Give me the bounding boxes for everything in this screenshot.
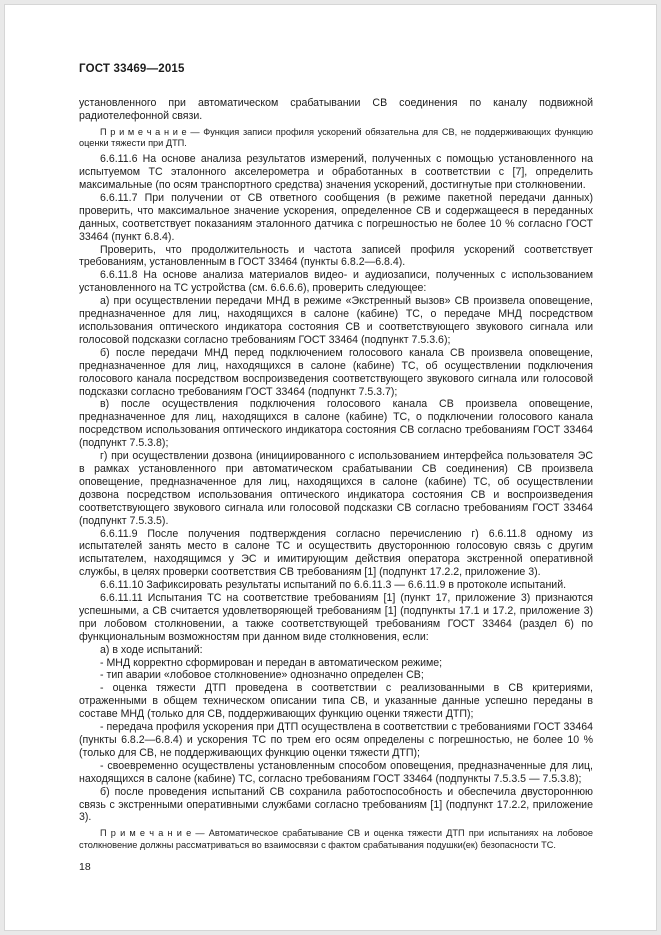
dash-list-item: - оценка тяжести ДТП проведена в соответствии с реализованными в СВ критериями, отраженными в общем техническом описании типа СВ, и указанные данные успешно переданы в составе МНД (только для СВ, поддерживающих функцию оценки тяжести ДТП); (79, 682, 593, 721)
paragraph: 6.6.11.11 Испытания ТС на соответствие требованиям [1] (пункт 17, приложение 3) признаются успешными, а СВ считается удовлетворяющей требованиям [1] (подпункты 17.1 и 17.2, приложение 3) при лобовом столкновении, а также соответствующей требованиям ГОСТ 33464 (раздел 6) по функциональным возможностям при данном виде столкновения, если: (79, 592, 593, 643)
dash-list-item: - передача профиля ускорения при ДТП осуществлена в соответствии с требованиями ГОСТ 33464 (пункты 6.8.2—6.8.4) и ускорения ТС по трем его осям определены с погрешностью, не более 10 % (только для СВ, не поддерживающих функцию оценки тяжести ДТП); (79, 721, 593, 759)
paragraph: Проверить, что продолжительность и частота записей профиля ускорений соответствует требованиям, установленным в ГОСТ 33464 (пункты 6.8.2—6.8.4). (79, 243, 593, 269)
paragraph: установленного при автоматическом срабатывании СВ соединения по каналу подвижной радиотелефонной связи. (79, 97, 593, 122)
document-page (4, 4, 657, 931)
dash-list-item: - тип аварии «лобовое столкновение» однозначно определен СВ; (100, 669, 424, 682)
paragraph: 6.6.11.7 При получении от СВ ответного сообщения (в режиме пакетной передачи данных) проверить, что максимальное значение ускорения, определенное СВ и содержащееся в переданных данных, соответствует показаниям эталонного датчика с погрешностью не более 10 % согласно ГОСТ 33464 (пункт 6.8.4). (79, 191, 593, 243)
dash-list-item: - своевременно осуществлены установленным способом оповещения, предназначенные для лиц, находящихся в салоне (кабине) ТС, согласно требованиям ГОСТ 33464 (подпункты 7.5.3.5 — 7.5.3.8); (79, 759, 593, 785)
list-item-b: б) после передачи МНД перед подключением голосового канала СВ произвела оповещение, предназначенное для лиц, находящихся в салоне (кабине) ТС, об осуществлении подключения голосового канала посредством воспроизведения соответствующего звукового сигнала или голосовой подсказки согласно требованиям ГОСТ 33464 (подпункт 7.5.3.7); (79, 346, 593, 398)
list-item-v: в) после осуществления подключения голосового канала СВ произвела оповещение, предназначенное для лиц, находящихся в салоне (кабине) ТС, о подключении голосового канала посредством использования оптического индикатора состояния СВ согласно требованиям ГОСТ 33464 (подпункт 7.5.3.8); (79, 398, 593, 450)
paragraph: 6.6.11.6 На основе анализа результатов измерений, полученных с помощью установленного на испытуемом ТС эталонного акселерометра и обработанных в соответствии с [7], определить максимальные (по осям транспортного средства) значения ускорений, достигнутые при столкновении. (79, 153, 593, 192)
note: П р и м е ч а н и е — Функция записи профиля ускорений обязательна для СВ, не поддерживающих функцию оценки тяжести при ДТП. (79, 126, 593, 149)
note: П р и м е ч а н и е — Автоматическое срабатывание СВ и оценка тяжести ДТП при испытаниях на лобовое столкновение должны рассматриваться во взаимосвязи с фактом срабатывания подушки(ек) безопасности ТС. (79, 828, 593, 850)
paragraph: 6.6.11.8 На основе анализа материалов видео- и аудиозаписи, полученных с использованием установленного на ТС устройства (см. 6.6.6.6), проверить следующее: (79, 269, 593, 295)
list-item-a: а) при осуществлении передачи МНД в режиме «Экстренный вызов» СВ произвела оповещение, предназначенное для лиц, находящихся в салоне (кабине) ТС, о передаче МНД посредством использования оптического индикатора состояния СВ и соответствующего звукового сигнала или голосовой подсказки согласно требованиям ГОСТ 33464 (подпункт 7.5.3.6); (79, 295, 593, 346)
page-number: 18 (79, 860, 91, 873)
document-content (79, 63, 593, 873)
paragraph: 6.6.11.10 Зафиксировать результаты испытаний по 6.6.11.3 — 6.6.11.9 в протоколе испытаний. (100, 579, 567, 592)
document-header: ГОСТ 33469—2015 (79, 63, 185, 75)
list-item-a: а) в ходе испытаний: (100, 643, 203, 656)
paragraph: 6.6.11.9 После получения подтверждения согласно перечислению г) 6.6.11.8 одному из испытателей занять место в салоне ТС и осуществить двустороннюю голосовую связь с другим испытателем, находящимся у ЭС и имитирующим действия оператора экстренной оперативной службы, в целях проверки соответствия СВ требованиям [1] (подпункт 17.2.2, приложение 3). (79, 527, 593, 579)
list-item-g: г) при осуществлении дозвона (инициированного с использованием интерфейса пользователя ЭС в рамках установленного при автоматическом срабатывании СВ соединения) СВ произвела оповещение, предназначенное для лиц, находящихся в салоне (кабине) ТС, об осуществлении дозвона посредством использования оптического индикатора состояния СВ и воспроизведения соответствующего звукового сигнала или голосовой подсказки СВ согласно требованиям ГОСТ 33464 (подпункт 7.5.3.5). (79, 450, 593, 527)
dash-list-item: - МНД корректно сформирован и передан в автоматическом режиме; (100, 656, 443, 669)
list-item-b: б) после проведения испытаний СВ сохранила работоспособность и обеспечила двустороннюю связь с экстренными оперативными службами согласно требованиям [1] (подпункт 17.2.2, приложение 3). (79, 785, 593, 824)
